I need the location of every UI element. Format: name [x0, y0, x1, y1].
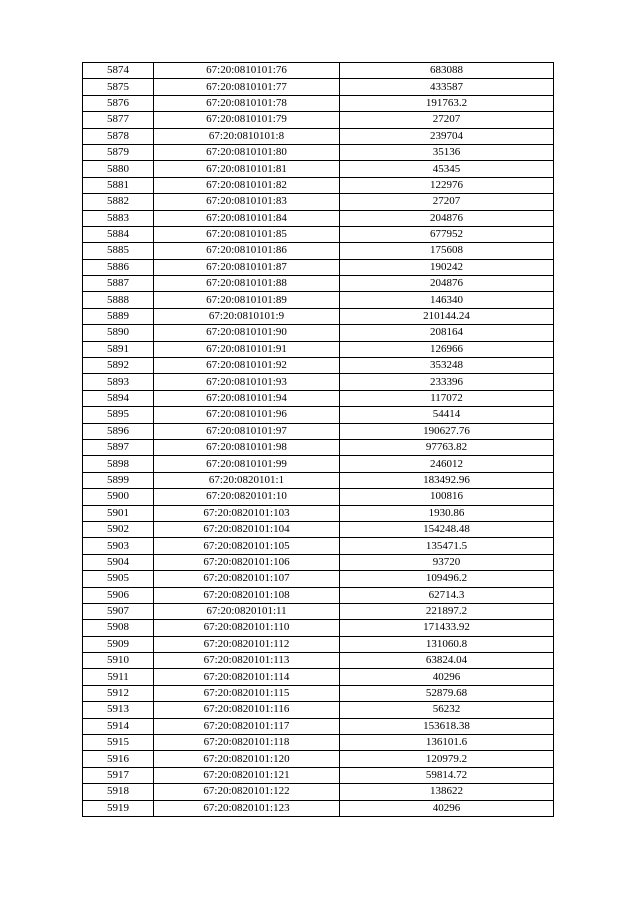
value-cell: 221897.2: [340, 603, 554, 619]
table-row: [83, 669, 554, 685]
table-row: [83, 439, 554, 455]
table-row: [83, 358, 554, 374]
row-number-cell: 5917: [83, 767, 154, 783]
cadastral-number-cell: 67:20:0810101:80: [154, 144, 340, 160]
table-row: [83, 751, 554, 767]
row-number-cell: 5888: [83, 292, 154, 308]
cadastral-number-cell: 67:20:0820101:116: [154, 702, 340, 718]
cadastral-number-cell: 67:20:0820101:117: [154, 718, 340, 734]
value-cell: 136101.6: [340, 735, 554, 751]
table-row: [83, 521, 554, 537]
table-row: [83, 472, 554, 488]
cadastral-number-cell: 67:20:0820101:10: [154, 489, 340, 505]
row-number-cell: 5902: [83, 521, 154, 537]
value-cell: 175608: [340, 243, 554, 259]
value-cell: 109496.2: [340, 571, 554, 587]
cadastral-number-cell: 67:20:0820101:121: [154, 767, 340, 783]
table-row: [83, 308, 554, 324]
cadastral-number-cell: 67:20:0810101:97: [154, 423, 340, 439]
cadastral-number-cell: 67:20:0810101:89: [154, 292, 340, 308]
value-cell: 233396: [340, 374, 554, 390]
value-cell: 27207: [340, 194, 554, 210]
value-cell: 135471.5: [340, 538, 554, 554]
cadastral-number-cell: 67:20:0820101:120: [154, 751, 340, 767]
row-number-cell: 5899: [83, 472, 154, 488]
row-number-cell: 5887: [83, 276, 154, 292]
value-cell: 40296: [340, 669, 554, 685]
value-cell: 246012: [340, 456, 554, 472]
cadastral-number-cell: 67:20:0810101:81: [154, 161, 340, 177]
row-number-cell: 5901: [83, 505, 154, 521]
row-number-cell: 5909: [83, 636, 154, 652]
row-number-cell: 5890: [83, 325, 154, 341]
table-row: [83, 341, 554, 357]
cadastral-number-cell: 67:20:0820101:110: [154, 620, 340, 636]
row-number-cell: 5874: [83, 63, 154, 79]
table-row: [83, 63, 554, 79]
table-row: [83, 177, 554, 193]
row-number-cell: 5898: [83, 456, 154, 472]
row-number-cell: 5883: [83, 210, 154, 226]
value-cell: 97763.82: [340, 439, 554, 455]
value-cell: 122976: [340, 177, 554, 193]
cadastral-number-cell: 67:20:0820101:122: [154, 784, 340, 800]
value-cell: 59814.72: [340, 767, 554, 783]
value-cell: 1930.86: [340, 505, 554, 521]
cadastral-number-cell: 67:20:0810101:88: [154, 276, 340, 292]
cadastral-number-cell: 67:20:0820101:106: [154, 554, 340, 570]
cadastral-number-cell: 67:20:0820101:105: [154, 538, 340, 554]
value-cell: 93720: [340, 554, 554, 570]
row-number-cell: 5911: [83, 669, 154, 685]
table-row: [83, 636, 554, 652]
table-row: [83, 390, 554, 406]
cadastral-number-cell: 67:20:0820101:112: [154, 636, 340, 652]
row-number-cell: 5889: [83, 308, 154, 324]
cadastral-number-cell: 67:20:0810101:82: [154, 177, 340, 193]
cadastral-number-cell: 67:20:0820101:107: [154, 571, 340, 587]
table-row: [83, 210, 554, 226]
cadastral-number-cell: 67:20:0810101:85: [154, 226, 340, 242]
cadastral-number-cell: 67:20:0810101:77: [154, 79, 340, 95]
table-row: [83, 554, 554, 570]
value-cell: 45345: [340, 161, 554, 177]
value-cell: 210144.24: [340, 308, 554, 324]
row-number-cell: 5912: [83, 685, 154, 701]
cadastral-number-cell: 67:20:0810101:93: [154, 374, 340, 390]
row-number-cell: 5876: [83, 95, 154, 111]
table-row: [83, 407, 554, 423]
value-cell: 40296: [340, 800, 554, 816]
table-row: [83, 128, 554, 144]
cadastral-number-cell: 67:20:0820101:108: [154, 587, 340, 603]
cadastral-number-cell: 67:20:0810101:87: [154, 259, 340, 275]
value-cell: 63824.04: [340, 653, 554, 669]
cadastral-number-cell: 67:20:0810101:91: [154, 341, 340, 357]
cadastral-number-cell: 67:20:0810101:8: [154, 128, 340, 144]
cadastral-number-cell: 67:20:0820101:104: [154, 521, 340, 537]
table-row: [83, 603, 554, 619]
table-row: [83, 374, 554, 390]
table-row: [83, 489, 554, 505]
cadastral-number-cell: 67:20:0820101:11: [154, 603, 340, 619]
row-number-cell: 5895: [83, 407, 154, 423]
row-number-cell: 5900: [83, 489, 154, 505]
row-number-cell: 5904: [83, 554, 154, 570]
value-cell: 52879.68: [340, 685, 554, 701]
table-row: [83, 702, 554, 718]
row-number-cell: 5881: [83, 177, 154, 193]
cadastral-number-cell: 67:20:0810101:92: [154, 358, 340, 374]
row-number-cell: 5910: [83, 653, 154, 669]
row-number-cell: 5907: [83, 603, 154, 619]
table-row: [83, 685, 554, 701]
table-row: [83, 95, 554, 111]
table-row: [83, 144, 554, 160]
value-cell: 126966: [340, 341, 554, 357]
value-cell: 239704: [340, 128, 554, 144]
table-row: [83, 653, 554, 669]
row-number-cell: 5915: [83, 735, 154, 751]
row-number-cell: 5905: [83, 571, 154, 587]
cadastral-number-cell: 67:20:0810101:9: [154, 308, 340, 324]
row-number-cell: 5892: [83, 358, 154, 374]
table-row: [83, 292, 554, 308]
document-table-container: [82, 62, 553, 817]
table-row: [83, 194, 554, 210]
row-number-cell: 5882: [83, 194, 154, 210]
value-cell: 677952: [340, 226, 554, 242]
cadastral-number-cell: 67:20:0820101:114: [154, 669, 340, 685]
row-number-cell: 5880: [83, 161, 154, 177]
table-row: [83, 276, 554, 292]
table-row: [83, 767, 554, 783]
value-cell: 190242: [340, 259, 554, 275]
value-cell: 100816: [340, 489, 554, 505]
row-number-cell: 5916: [83, 751, 154, 767]
table-body: [83, 63, 554, 817]
row-number-cell: 5919: [83, 800, 154, 816]
row-number-cell: 5891: [83, 341, 154, 357]
cadastral-number-cell: 67:20:0820101:115: [154, 685, 340, 701]
row-number-cell: 5906: [83, 587, 154, 603]
row-number-cell: 5896: [83, 423, 154, 439]
table-row: [83, 505, 554, 521]
value-cell: 154248.48: [340, 521, 554, 537]
cadastral-number-cell: 67:20:0820101:113: [154, 653, 340, 669]
cadastral-number-cell: 67:20:0810101:99: [154, 456, 340, 472]
value-cell: 54414: [340, 407, 554, 423]
value-cell: 56232: [340, 702, 554, 718]
row-number-cell: 5879: [83, 144, 154, 160]
row-number-cell: 5877: [83, 112, 154, 128]
cadastral-number-cell: 67:20:0820101:1: [154, 472, 340, 488]
row-number-cell: 5918: [83, 784, 154, 800]
row-number-cell: 5885: [83, 243, 154, 259]
cadastral-number-cell: 67:20:0820101:118: [154, 735, 340, 751]
row-number-cell: 5914: [83, 718, 154, 734]
row-number-cell: 5884: [83, 226, 154, 242]
cadastral-number-cell: 67:20:0810101:78: [154, 95, 340, 111]
value-cell: 183492.96: [340, 472, 554, 488]
table-row: [83, 161, 554, 177]
value-cell: 190627.76: [340, 423, 554, 439]
value-cell: 171433.92: [340, 620, 554, 636]
row-number-cell: 5897: [83, 439, 154, 455]
cadastral-number-cell: 67:20:0810101:94: [154, 390, 340, 406]
row-number-cell: 5875: [83, 79, 154, 95]
cadastral-number-cell: 67:20:0810101:83: [154, 194, 340, 210]
cadastral-number-cell: 67:20:0810101:79: [154, 112, 340, 128]
value-cell: 191763.2: [340, 95, 554, 111]
table-row: [83, 784, 554, 800]
table-row: [83, 735, 554, 751]
cadastral-number-cell: 67:20:0810101:86: [154, 243, 340, 259]
row-number-cell: 5886: [83, 259, 154, 275]
table-row: [83, 718, 554, 734]
value-cell: 204876: [340, 276, 554, 292]
cadastral-number-cell: 67:20:0810101:98: [154, 439, 340, 455]
table-row: [83, 571, 554, 587]
table-row: [83, 226, 554, 242]
row-number-cell: 5903: [83, 538, 154, 554]
value-cell: 146340: [340, 292, 554, 308]
value-cell: 27207: [340, 112, 554, 128]
table-row: [83, 243, 554, 259]
row-number-cell: 5893: [83, 374, 154, 390]
value-cell: 153618.38: [340, 718, 554, 734]
value-cell: 138622: [340, 784, 554, 800]
value-cell: 353248: [340, 358, 554, 374]
cadastral-number-cell: 67:20:0820101:123: [154, 800, 340, 816]
value-cell: 433587: [340, 79, 554, 95]
row-number-cell: 5908: [83, 620, 154, 636]
value-cell: 683088: [340, 63, 554, 79]
table-row: [83, 800, 554, 816]
row-number-cell: 5913: [83, 702, 154, 718]
table-row: [83, 112, 554, 128]
cadastral-number-cell: 67:20:0810101:90: [154, 325, 340, 341]
cadastral-number-cell: 67:20:0810101:96: [154, 407, 340, 423]
table-row: [83, 620, 554, 636]
table-row: [83, 587, 554, 603]
table-row: [83, 538, 554, 554]
table-row: [83, 325, 554, 341]
value-cell: 208164: [340, 325, 554, 341]
row-number-cell: 5878: [83, 128, 154, 144]
value-cell: 120979.2: [340, 751, 554, 767]
value-cell: 35136: [340, 144, 554, 160]
table-row: [83, 423, 554, 439]
value-cell: 62714.3: [340, 587, 554, 603]
cadastral-value-table: [82, 62, 554, 817]
cadastral-number-cell: 67:20:0820101:103: [154, 505, 340, 521]
cadastral-number-cell: 67:20:0810101:84: [154, 210, 340, 226]
row-number-cell: 5894: [83, 390, 154, 406]
table-row: [83, 456, 554, 472]
value-cell: 204876: [340, 210, 554, 226]
table-row: [83, 79, 554, 95]
value-cell: 131060.8: [340, 636, 554, 652]
cadastral-number-cell: 67:20:0810101:76: [154, 63, 340, 79]
value-cell: 117072: [340, 390, 554, 406]
table-row: [83, 259, 554, 275]
